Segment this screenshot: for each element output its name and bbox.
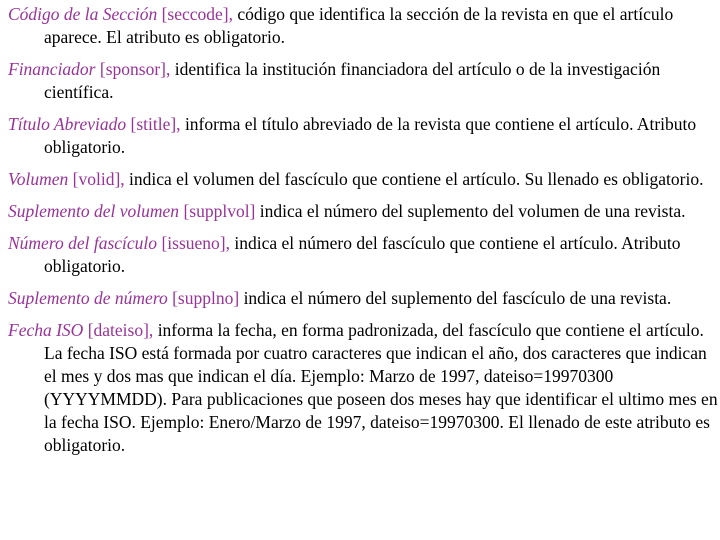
entry-dateiso — [8, 319, 720, 457]
entry-volid — [8, 168, 720, 191]
entry-description: informa el título abreviado de la revista que contiene el artículo. Atributo obligatorio. — [44, 114, 697, 157]
entry-supplno — [8, 287, 720, 310]
entry-term: Suplemento del volumen — [8, 201, 180, 221]
entry-stitle — [8, 113, 720, 159]
entry-term: Financiador — [8, 59, 96, 79]
entry-description: indica el volumen del fascículo que contiene el artículo. Su llenado es obligatorio. — [129, 169, 704, 189]
attribute-definition-list — [8, 3, 720, 466]
entry-description: código que identifica la sección de la revista en que el artículo aparece. El atributo es obligatorio. — [44, 4, 674, 47]
entry-supplvol — [8, 200, 720, 223]
entry-term: Número del fascículo — [8, 233, 158, 253]
entry-description: indica el número del suplemento del fascículo de una revista. — [243, 288, 672, 308]
entry-code: [sponsor], — [99, 59, 171, 79]
entry-code: [volid], — [72, 169, 125, 189]
entry-issueno — [8, 232, 720, 278]
entry-term: Fecha ISO — [8, 320, 84, 340]
entry-term: Título Abreviado — [8, 114, 127, 134]
entry-term: Código de la Sección — [8, 4, 158, 24]
entry-description: indica el número del suplemento del volumen de una revista. — [259, 201, 686, 221]
entry-term: Volumen — [8, 169, 69, 189]
entry-code: [issueno], — [161, 233, 230, 253]
entry-description: identifica la institución financiadora del artículo o de la investigación científica. — [44, 59, 661, 102]
entry-term: Suplemento de número — [8, 288, 168, 308]
entry-code: [stitle], — [130, 114, 181, 134]
entry-description: indica el número del fascículo que contiene el artículo. Atributo obligatorio. — [44, 233, 681, 276]
entry-code: [seccode], — [161, 4, 233, 24]
entry-seccode — [8, 3, 720, 49]
entry-code: [supplno] — [172, 288, 240, 308]
entry-code: [dateiso], — [87, 320, 154, 340]
entry-description: informa la fecha, en forma padronizada, del fascículo que contiene el artículo. La fecha ISO está formada por cuatro caracteres que indican el año, dos caracteres que indican el mes y dos mas que indican el día. Ejemplo: Marzo de 1997, dateiso=19970300 (YYYYMMDD). Para publicaciones que poseen dos meses hay que identificar el ultimo mes en la fecha ISO. Ejemplo: Enero/Marzo de 1997, dateiso=19970300. El llenado de este atributo es obligatorio. — [44, 320, 718, 455]
entry-sponsor — [8, 58, 720, 104]
entry-code: [supplvol] — [183, 201, 256, 221]
